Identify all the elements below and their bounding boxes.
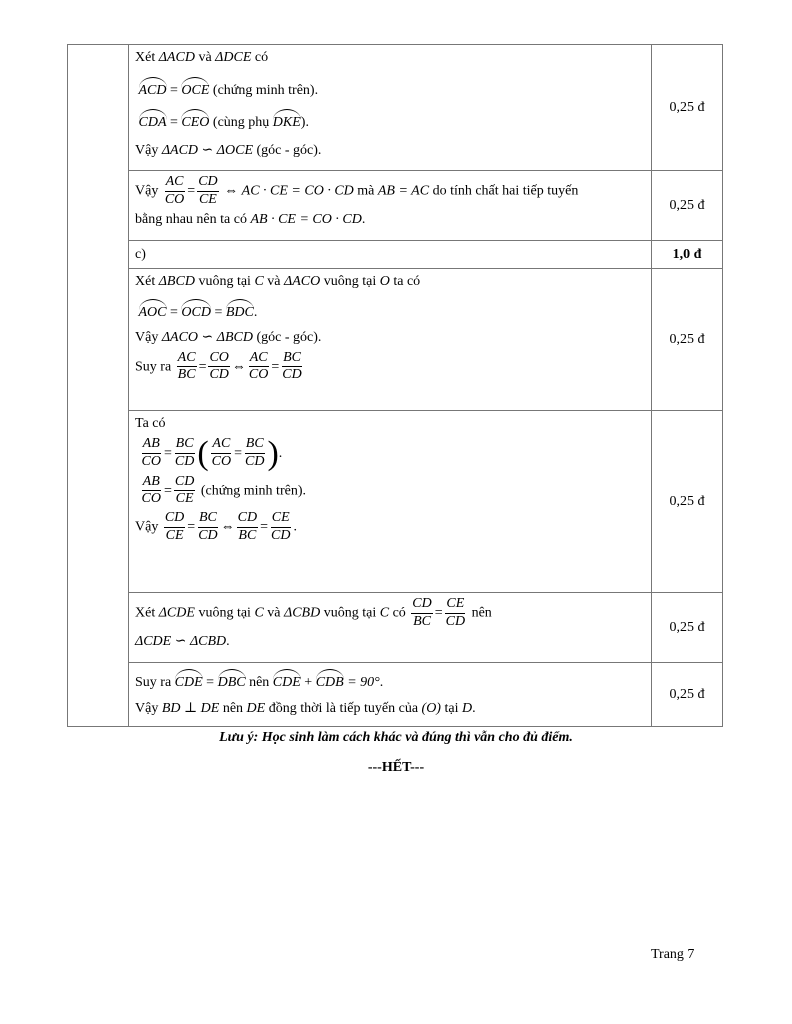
text-fragment: C (254, 605, 264, 621)
score-cell: 0,25 đ (652, 663, 723, 727)
fraction (174, 475, 195, 507)
fraction (208, 351, 229, 383)
text-fragment: đồng thời là tiếp tuyến của (268, 700, 419, 716)
score-cell: 0,25 đ (652, 593, 723, 663)
text-line (135, 173, 645, 209)
text-fragment: BC (245, 437, 265, 454)
text-fragment: CD (282, 367, 302, 383)
angle-arc: CEO (181, 109, 209, 130)
text-fragment: có (392, 605, 406, 621)
fraction (141, 475, 162, 507)
parenthesis: ) (267, 434, 279, 472)
text-fragment: CO (164, 191, 185, 207)
text-fragment: ). (300, 115, 309, 130)
text-fragment: CE (445, 597, 465, 614)
text-fragment: Suy ra (135, 675, 172, 690)
text-fragment: = (198, 358, 207, 374)
text-fragment: AC (177, 351, 197, 368)
angle-arc: CDE (175, 669, 203, 690)
text-line (135, 327, 645, 349)
text-fragment: = 90° (347, 675, 380, 690)
text-line (135, 595, 645, 631)
text-fragment: ΔACD (158, 50, 195, 65)
table-row (68, 171, 723, 241)
text-fragment: (cùng phụ (212, 115, 270, 130)
angle-arc: ACD (139, 77, 167, 98)
text-fragment: Vậy (135, 330, 159, 345)
table-row (68, 411, 723, 593)
text-fragment: . (226, 634, 230, 650)
angle-arc: OCE (181, 77, 209, 98)
text-fragment: (chứng minh trên). (212, 82, 319, 98)
score-cell: 1,0 đ (652, 241, 723, 269)
text-fragment: ΔDCE (215, 50, 252, 65)
text-fragment: C (379, 605, 390, 621)
angle-arc: DBC (218, 669, 246, 690)
text-fragment: DE (246, 700, 266, 716)
text-fragment: Vậy (135, 700, 159, 716)
text-fragment: ΔCBD (284, 605, 321, 621)
text-fragment: AB · CE = CO · CD (250, 212, 362, 228)
angle-arc: OCD (181, 299, 211, 320)
text-fragment: . (361, 212, 366, 228)
text-fragment: CO (141, 491, 161, 507)
text-fragment: nên (471, 605, 492, 621)
fraction (177, 351, 197, 383)
text-fragment: AC (165, 175, 185, 192)
text-line: Ta có (135, 416, 166, 431)
text-fragment: BC (175, 437, 195, 454)
table-row (68, 663, 723, 727)
table-row (68, 269, 723, 411)
text-fragment: BC (282, 351, 302, 368)
angle-arc: AOC (139, 299, 167, 320)
fraction (211, 437, 232, 469)
angle-arc: BDC (226, 299, 254, 320)
text-fragment: BC (238, 527, 257, 543)
text-fragment: = (163, 445, 172, 461)
page-number: Trang 7 (651, 947, 695, 962)
text-fragment: CO (248, 367, 269, 383)
fraction (281, 351, 302, 383)
text-fragment: CD (209, 367, 229, 383)
text-fragment: = (434, 605, 443, 621)
text-fragment: CE (165, 527, 184, 543)
fraction (164, 511, 185, 543)
text-fragment: CO (211, 454, 232, 469)
text-line (135, 509, 645, 545)
grading-table (67, 44, 723, 727)
text-line (135, 140, 645, 162)
table-row (68, 593, 723, 663)
text-line (135, 667, 645, 694)
text-line (135, 473, 645, 509)
content-cell (129, 663, 652, 727)
text-fragment: BC (198, 511, 218, 528)
text-fragment: AB (142, 475, 161, 492)
text-line (135, 47, 645, 69)
text-fragment: ΔACD ∽ ΔOCE (161, 142, 253, 158)
text-fragment: = (206, 675, 215, 690)
text-fragment: Vậy (135, 519, 159, 535)
fraction (244, 437, 265, 469)
text-fragment: mà (357, 183, 375, 199)
text-fragment: và (267, 605, 281, 621)
table-row (68, 45, 723, 171)
score-cell: 0,25 đ (652, 45, 723, 171)
angle-arc: CDA (139, 109, 167, 130)
text-fragment: Xét (135, 274, 156, 289)
fraction (197, 175, 218, 207)
text-fragment: ta có (393, 274, 421, 289)
text-fragment: BC (177, 367, 196, 383)
text-fragment: CO (208, 351, 229, 368)
text-fragment: nên (249, 675, 270, 690)
text-line (135, 107, 645, 134)
text-fragment: do tính chất hai tiếp tuyến (432, 183, 579, 199)
text-fragment: Vậy (135, 142, 159, 158)
content-cell (129, 45, 652, 171)
angle-arc: CDE (273, 669, 301, 690)
text-line (135, 75, 645, 102)
text-fragment: CD (174, 475, 195, 492)
text-line (135, 631, 645, 653)
fraction (248, 351, 269, 383)
text-fragment: (góc - góc). (256, 142, 322, 158)
text-fragment: có (254, 50, 269, 65)
text-fragment: CE (271, 511, 291, 528)
text-fragment: CE (198, 191, 217, 207)
text-fragment: và (267, 274, 281, 289)
text-line (135, 698, 645, 720)
text-fragment: AB (142, 437, 161, 454)
fraction (445, 597, 466, 629)
text-line (135, 435, 645, 473)
fraction (141, 437, 162, 469)
text-fragment: tại (444, 700, 459, 716)
text-fragment: . (293, 519, 297, 535)
text-fragment: AB = AC (377, 183, 430, 199)
content-cell (129, 171, 652, 241)
text-fragment: = (163, 482, 172, 498)
text-fragment: AC · CE = CO · CD (241, 183, 354, 199)
text-fragment: Xét (135, 605, 156, 621)
text-line (135, 271, 645, 293)
text-fragment: = (170, 115, 178, 130)
text-fragment: O (379, 274, 390, 289)
text-fragment: vuông tại (198, 274, 251, 289)
text-fragment: CD (411, 597, 432, 614)
fraction (237, 511, 258, 543)
text-fragment: ΔBCD (158, 274, 195, 289)
text-fragment: . (472, 700, 476, 716)
text-fragment: = (271, 358, 280, 374)
text-fragment: CO (141, 454, 161, 469)
part-label: c) (129, 241, 652, 269)
text-fragment: . (379, 675, 384, 690)
text-fragment: (góc - góc). (256, 330, 322, 345)
parenthesis: ( (197, 434, 209, 472)
text-line (135, 297, 645, 324)
text-fragment: ⇔ (231, 358, 246, 374)
text-fragment: nên (222, 700, 244, 716)
text-fragment: = (234, 445, 242, 461)
fraction (164, 175, 185, 207)
text-fragment: ⇔ (224, 183, 239, 199)
text-fragment: (O) (421, 700, 441, 716)
text-fragment: CD (237, 511, 258, 528)
note: Lưu ý: Học sinh làm cách khác và đúng thì vẫn cho đủ điểm. (219, 730, 573, 745)
content-cell (129, 593, 652, 663)
score-cell: 0,25 đ (652, 171, 723, 241)
text-fragment: D (461, 700, 473, 716)
text-fragment: vuông tại (323, 605, 377, 621)
text-fragment: Suy ra (135, 358, 172, 374)
text-fragment: vuông tại (323, 274, 377, 289)
text-fragment: CD (245, 454, 265, 469)
end-marker: ---HẾT--- (367, 760, 425, 775)
text-fragment: CE (175, 491, 194, 507)
text-fragment: . (253, 304, 258, 320)
angle-arc: DKE (273, 109, 301, 130)
text-fragment: ΔCDE (158, 605, 195, 621)
content-cell (129, 269, 652, 411)
left-column (68, 45, 129, 727)
text-fragment: CD (198, 527, 218, 543)
text-fragment: BD ⊥ DE (161, 700, 220, 716)
text-fragment: . (278, 445, 283, 461)
content-cell (129, 411, 652, 593)
text-fragment: (chứng minh trên). (200, 482, 306, 498)
text-fragment: ΔACO (284, 274, 321, 289)
fraction (411, 597, 432, 629)
text-fragment: CD (174, 454, 195, 469)
text-fragment: ΔCDE ∽ ΔCBD (135, 634, 227, 650)
table-row (68, 241, 723, 269)
text-fragment: ΔACO ∽ ΔBCD (161, 330, 253, 345)
angle-arc: CDB (316, 669, 344, 690)
fraction (174, 437, 195, 469)
fraction (197, 511, 218, 543)
score-cell: 0,25 đ (652, 269, 723, 411)
text-fragment: bằng nhau nên ta có (135, 212, 247, 228)
text-line (135, 209, 645, 231)
text-fragment: = (187, 519, 196, 535)
text-fragment: CD (271, 527, 291, 543)
text-fragment: BC (413, 613, 431, 629)
text-fragment: = (214, 304, 223, 320)
text-fragment: C (254, 274, 264, 289)
text-fragment: vuông tại (198, 605, 251, 621)
text-fragment: + (304, 675, 313, 690)
text-fragment: Xét (135, 50, 156, 65)
text-fragment: CD (445, 613, 466, 629)
score-cell: 0,25 đ (652, 411, 723, 593)
text-fragment: AC (249, 351, 269, 368)
text-fragment: CD (197, 175, 218, 192)
text-fragment: = (260, 519, 268, 535)
text-fragment: = (187, 183, 196, 199)
text-line (135, 349, 645, 385)
text-fragment: và (198, 50, 212, 65)
text-fragment: = (170, 304, 178, 320)
text-fragment: Vậy (135, 183, 159, 199)
text-fragment: AC (211, 437, 231, 454)
text-fragment: CD (164, 511, 185, 528)
fraction (270, 511, 291, 543)
text-fragment: = (170, 82, 178, 98)
text-fragment: ⇔ (220, 519, 235, 535)
